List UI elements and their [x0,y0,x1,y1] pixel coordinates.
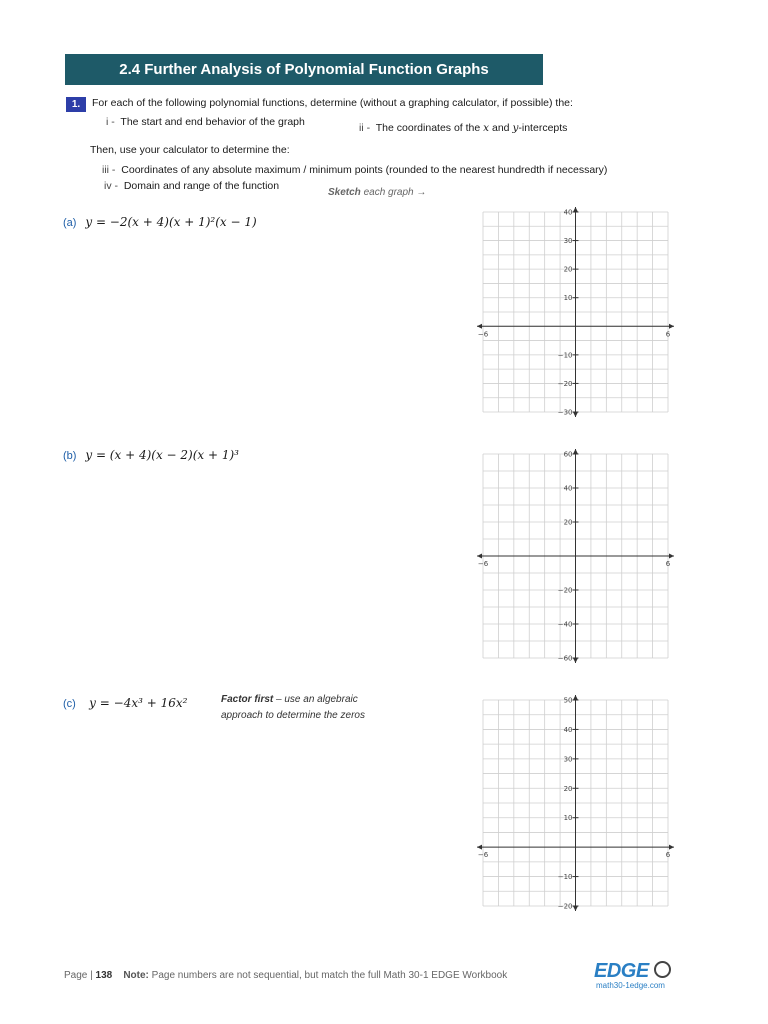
y-tick-label: −10 [557,873,573,882]
arrow-right-icon [669,554,674,559]
part-iv-number: iv - [104,180,118,192]
problem-a [63,213,257,231]
part-ii-number: ii - [359,122,371,134]
x-tick-label: 6 [665,851,671,860]
y-tick-label: 50 [563,696,573,705]
sketch-bold: Sketch [328,187,361,198]
y-tick-label: 20 [563,784,573,793]
problem-c-hint [221,694,358,705]
y-tick-label: 10 [563,814,573,823]
y-tick-label: −30 [557,408,573,417]
part-ii-text-b: -intercepts [518,122,568,134]
problem-c-hint-line2: approach to determine the zeros [221,710,365,721]
y-tick-label: 30 [563,237,573,246]
then-text: Then, use your calculator to determine the: [90,144,290,156]
logo-text: EDGE [594,961,684,981]
question-intro: For each of the following polynomial functions, determine (without a graphing calculator, if possible) the: [92,97,573,109]
problem-b-equation: y = (x + 4)(x − 2)(x + 1)³ [85,448,239,462]
arrow-left-icon [477,324,482,329]
graph-b[interactable] [472,446,682,666]
hint-bold: Factor first [221,694,274,705]
problem-c [63,694,187,712]
arrow-down-icon [573,906,578,911]
footer [64,970,507,981]
part-ii-x: x [483,122,490,134]
arrow-up-icon [573,207,578,212]
problem-a-equation: y = −2(x + 4)(x + 1)²(x − 1) [85,215,257,229]
part-ii-text-a: The coordinates of the [375,122,481,134]
y-tick-label: −20 [557,902,573,911]
y-tick-label: 40 [563,725,573,734]
x-tick-label: −6 [477,330,489,339]
arrow-down-icon [573,658,578,663]
y-tick-label: 10 [563,294,573,303]
part-ii-and: and [492,122,510,134]
x-tick-label: −6 [477,560,489,568]
y-tick-label: 20 [563,265,573,274]
arrow-left-icon [477,554,482,559]
sketch-instruction [328,187,426,198]
part-iii-number: iii - [102,164,116,176]
y-tick-label: −20 [557,586,573,595]
problem-c-label: (c) [63,698,76,710]
problem-a-label: (a) [63,217,77,229]
part-i-text: The start and end behavior of the graph [120,116,305,128]
arrow-right-icon [669,324,674,329]
edge-logo[interactable] [594,961,684,995]
logo-mark-icon [654,961,671,978]
part-iii [102,164,607,176]
x-tick-label: 6 [665,330,671,339]
arrow-down-icon [573,412,578,417]
page-label: Page | [64,970,93,981]
part-iv [104,180,279,192]
problem-b-label: (b) [63,450,77,462]
arrow-up-icon [573,449,578,454]
hint-rest: – use an algebraic [273,694,358,705]
y-tick-label: −10 [557,351,573,360]
y-tick-label: 20 [563,518,573,527]
sketch-rest: each graph → [363,187,427,198]
page-title: 2.4 Further Analysis of Polynomial Function Graphs [65,54,543,85]
page-number: 138 [95,970,113,981]
part-iii-text: Coordinates of any absolute maximum / minimum points (rounded to the nearest hundredth if necessary) [121,164,608,176]
y-tick-label: 60 [563,450,573,459]
x-tick-label: −6 [477,851,489,860]
part-ii [359,122,567,134]
problem-c-equation: y = −4x³ + 16x² [89,696,188,710]
problem-b [63,446,239,464]
note-label: Note: [123,970,149,981]
question-number: 1. [66,97,86,112]
graph-a[interactable] [472,204,682,420]
y-tick-label: 30 [563,755,573,764]
part-i [106,116,305,128]
part-ii-y: y [512,122,519,134]
part-iv-text: Domain and range of the function [123,180,280,192]
graph-c[interactable] [472,692,682,914]
y-tick-label: 40 [563,208,573,217]
note-text: Page numbers are not sequential, but match the full Math 30-1 EDGE Workbook [151,970,508,981]
x-tick-label: 6 [665,560,671,568]
arrow-up-icon [573,695,578,700]
y-tick-label: −40 [557,620,573,629]
arrow-right-icon [669,845,674,850]
part-i-number: i - [106,116,115,128]
y-tick-label: 40 [563,484,573,493]
arrow-left-icon [477,845,482,850]
logo-url: math30-1edge.com [596,981,665,990]
y-tick-label: −20 [557,379,573,388]
y-tick-label: −60 [557,654,573,663]
